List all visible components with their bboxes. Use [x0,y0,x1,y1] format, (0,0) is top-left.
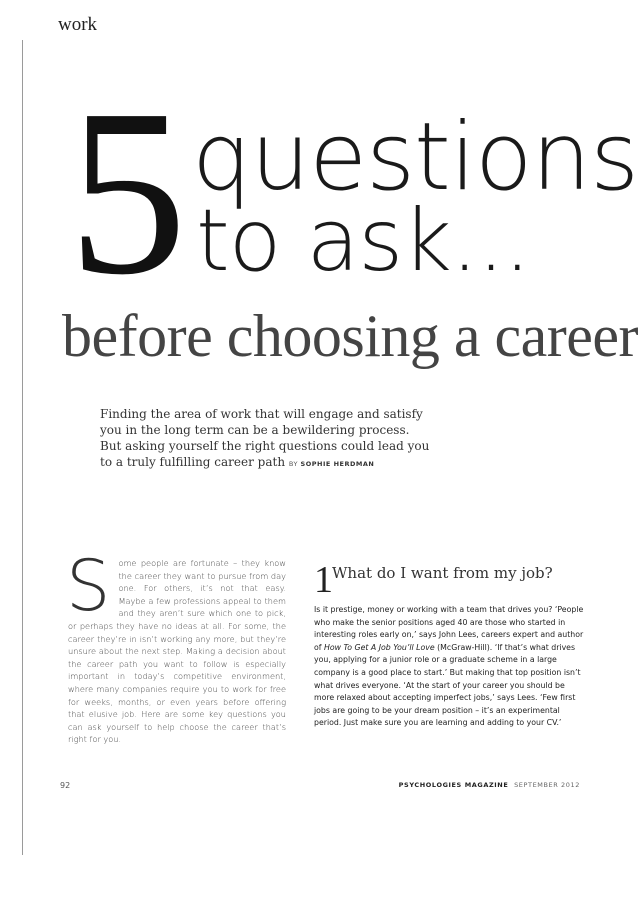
section-label: work [58,14,98,35]
question-1-body [314,604,586,730]
intro-text: ome people are fortunate – they know the career they want to pursue from day one. For others, it’s not that easy. Maybe a few professions appeal to them and they aren’t sure which one to pick, or perhaps they have no ideas at all. For some, the career they’re in isn’t working any more, but they’re unsure about the next step. Making a decision about the career path you want to follow is especially important in today’s competitive environment, where many companies require you to work for free for weeks, months, or even years before offering that elusive job. Here are some key questions you can ask yourself to help choose the career that’s right for you. [68,558,286,745]
byline-author: SOPHIE HERDMAN [300,460,375,468]
standfirst [100,406,430,472]
headline-number-text: 5 [68,61,183,324]
question-1-title: What do I want from my job? [332,564,553,582]
standfirst-text: Finding the area of work that will engage and satisfy you in the long term can be a bewildering process. But asking yourself the right questions could lead you to a truly fulfilling career path [100,407,430,469]
byline [289,460,374,468]
byline-prefix: BY [288,460,298,468]
drop-cap: S [66,545,111,627]
question-1-body-part-1: Is it prestige, money or working with a team that drives you? ‘People who make the senior positions aged 40 are those who started in interesting roles early on,’ says John Lees, careers expert and author of [314,605,584,652]
footer-credit [399,781,580,789]
headline-line-2: to ask... [196,191,530,291]
question-1-body-part-2: (McGraw-Hill). ‘If that’s what drives you, applying for a junior role or a graduate scheme in a large company is a good place to start.’ But making that top position isn’t what drives everyone. ‘At the start of your career you should be more relaxed about accepting imperfect jobs,’ says Lees. ‘Few first jobs are going to be your dream position – it’s an experimental period. Just make sure you are learning and adding to your CV.’ [314,642,581,728]
question-1-number: 1 [314,559,333,601]
headline-line-1: questions [192,103,638,212]
issue-date: SEPTEMBER 2012 [514,781,580,789]
headline-number [68,61,183,324]
magazine-name: PSYCHOLOGIES MAGAZINE [398,781,509,789]
book-title: How To Get A Job You’ll Love [324,642,435,652]
intro-paragraph [66,545,286,746]
page-binding-line [22,40,23,855]
subheadline: before choosing a career [62,303,638,369]
page-number: 92 [60,781,71,790]
